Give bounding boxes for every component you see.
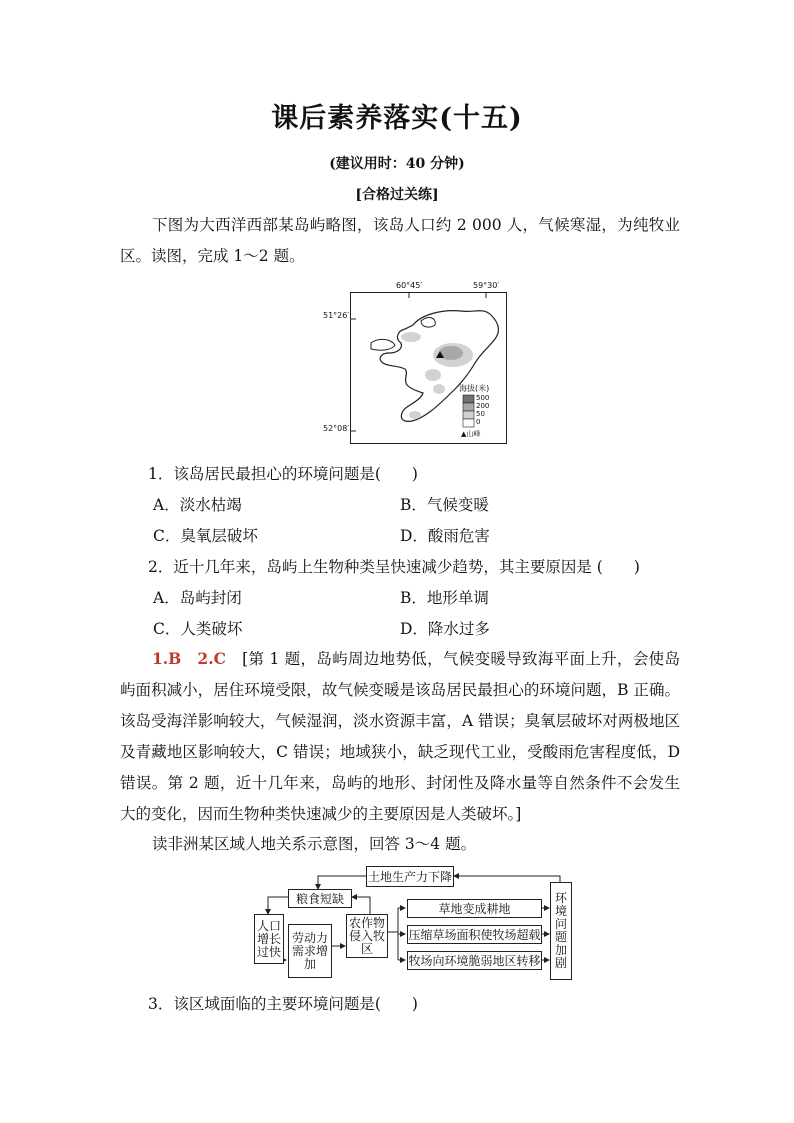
- map-lon-2: 59°30′: [473, 281, 500, 290]
- map-legend-levels: [476, 394, 489, 426]
- legend-level-50: 50: [476, 410, 485, 418]
- q2-option-a: A．岛屿封闭: [153, 589, 242, 607]
- node-land-productivity: 土地生产力下降: [366, 866, 454, 887]
- map-lat-1: 51°26′: [323, 311, 350, 320]
- q1-option-b: B．气候变暖: [400, 496, 489, 514]
- answer-explanation: [120, 643, 680, 830]
- section-heading: [合格过关练]: [355, 187, 439, 203]
- q2-option-c: C．人类破坏: [153, 620, 243, 638]
- map-lon-1: 60°45′: [396, 281, 423, 290]
- page-title: 课后素养落实(十五): [271, 103, 523, 134]
- node-pasture-overload: 压缩草场面积使牧场超载: [407, 925, 542, 944]
- map-peak-legend: ▲山峰: [461, 430, 481, 438]
- answer-text: [第 1 题，岛屿周边地势低，气候变暖导致海平面上升，会使岛屿面积减小，居住环境受限，故气候变暖是该岛居民最担心的环境问题，B 正确。该岛受海洋影响较大，气候湿润，淡水资源丰富，A 错误；臭氧层破坏对两极地区及青藏地区影响较大，C 错误；地域狭小，缺乏现代工业，受酸雨危害程度低，D 错误。第 2 题，近十几年来，岛屿的地形、封闭性及降水量等自然条件不会发生大的变化，因而生物种类快速减少的主要原因是人类破坏。]: [120, 650, 680, 823]
- legend-level-200: 200: [476, 402, 490, 410]
- question-2-stem: 2．近十几年来，岛屿上生物种类呈快速减少趋势，其主要原因是 ( ): [148, 558, 640, 576]
- q1-option-d: D．酸雨危害: [400, 527, 490, 545]
- island-map: [350, 292, 507, 444]
- legend-level-0: 0: [476, 418, 481, 426]
- q1-option-a: A．淡水枯竭: [153, 496, 242, 514]
- question-3-stem: 3．该区域面临的主要环境问题是( ): [148, 995, 418, 1013]
- node-food-shortage: 粮食短缺: [288, 889, 352, 908]
- node-labor-demand: 劳动力需求增加: [288, 924, 332, 978]
- node-grassland-to-farmland: 草地变成耕地: [407, 899, 542, 918]
- intro-paragraph-1: 下图为大西洋西部某岛屿略图，该岛人口约 2 000 人，气候寒湿，为纯牧业区。读图，完成 1～2 题。: [120, 216, 680, 265]
- question-1-stem: 1．该岛居民最担心的环境问题是( ): [148, 465, 418, 483]
- node-pasture-shift: 牧场向环境脆弱地区转移: [407, 951, 542, 970]
- q1-option-c: C．臭氧层破坏: [153, 527, 258, 545]
- flow-diagram: [250, 864, 580, 982]
- map-legend-title: 海拔(米): [459, 384, 490, 393]
- node-environment-worsening: 环境问题加剧: [550, 882, 572, 980]
- node-population-growth: 人口增长过快: [254, 914, 284, 964]
- q2-option-d: D．降水过多: [400, 620, 490, 638]
- map-lat-2: 52°08′: [323, 424, 350, 433]
- legend-level-500: 500: [476, 394, 490, 402]
- node-crop-invasion: 农作物侵入牧区: [346, 914, 388, 958]
- time-note: (建议用时：40 分钟): [329, 156, 465, 172]
- q2-option-b: B．地形单调: [400, 589, 489, 607]
- answer-key: 1.B 2.C: [152, 649, 226, 668]
- intro-paragraph-2: 读非洲某区域人地关系示意图，回答 3～4 题。: [152, 835, 477, 853]
